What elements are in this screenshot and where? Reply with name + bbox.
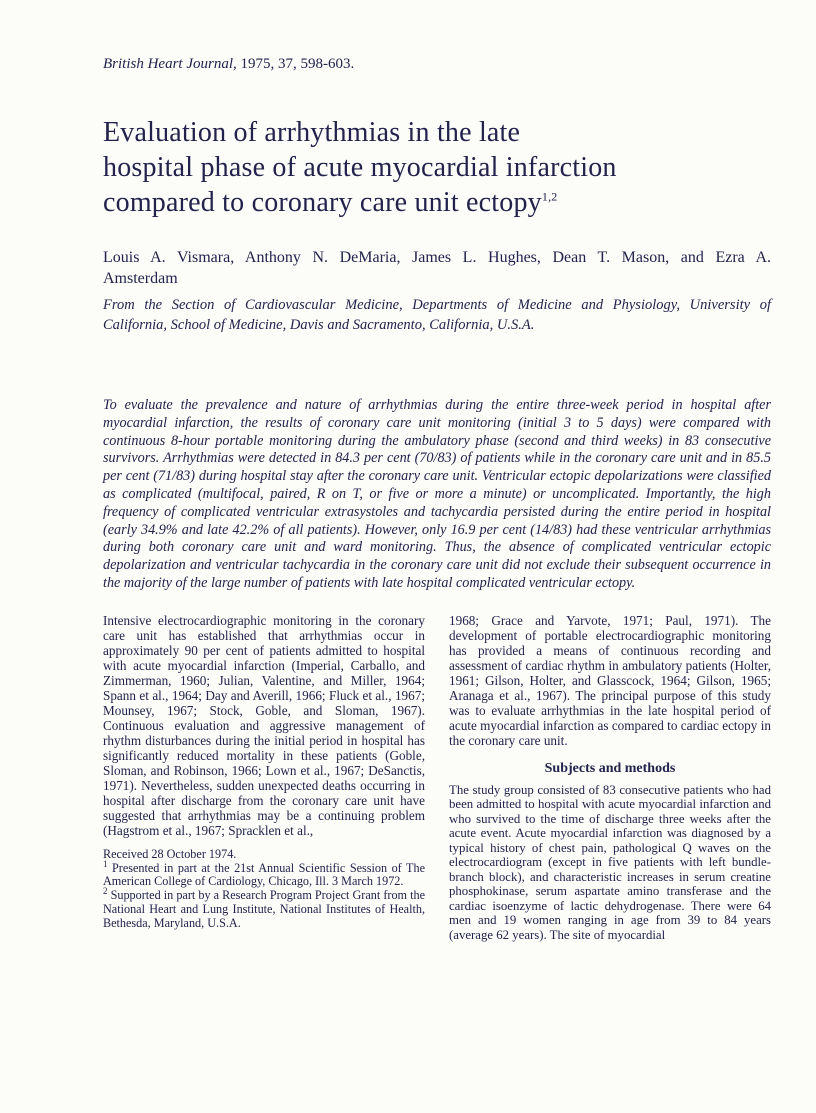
footnote-2 (103, 886, 425, 930)
section-heading-subjects-and-methods: Subjects and methods (544, 760, 676, 776)
left-column (103, 613, 425, 943)
author-list (103, 247, 771, 289)
received-note: Received 28 October 1974. (103, 846, 237, 861)
article-title-line-2: hospital phase of acute myocardial infarction (103, 152, 617, 183)
affiliation (103, 296, 771, 335)
author-list-line-1: Louis A. Vismara, Anthony N. DeMaria, James L. Hughes, Dean T. Mason, and Ezra A. (103, 249, 771, 266)
article-title-line-3 (103, 185, 771, 220)
author-list-line-2: Amsterdam (103, 270, 178, 287)
methods-paragraph: The study group consisted of 83 consecutive patients who had been admitted to hospital with acute myocardial infarction and who survived to the time of discharge three weeks after the acute event. Acute myocardial infarction was diagnosed by a typical history of chest pain, pathological Q waves on the electrocardiogram (except in five patients with left bundle-branch block), and characteristic increases in serum creatine phosphokinase, serum aspartate amino transferase and the cardiac isoenzyme of lactic dehydrogenase. There were 64 men and 19 women ranging in age from 39 to 84 years (average 62 years). The site of myocardial (449, 782, 771, 942)
footnote-1 (103, 858, 425, 890)
journal-name: British Heart Journal, (103, 56, 237, 72)
journal-citation-rest: 1975, 37, 598-603. (236, 56, 355, 72)
footnote-1-text: Presented in part at the 21st Annual Scientific Session of The American College of Cardiology, Chicago, Ill. 3 March 1972. (103, 860, 425, 889)
intro-paragraph: Intensive electrocardiographic monitoring in the coronary care unit has established that arrhythmias occur in approximately 90 per cent of patients admitted to hospital with acute myocardial infarction (Imperial, Carballo, and Zimmerman, 1960; Julian, Valentine, and Miller, 1964; Spann et al., 1964; Day and Averill, 1966; Fluck et al., 1967; Mounsey, 1967; Stock, Goble, and Sloman, 1967). Continuous evaluation and aggressive management of rhythm disturbances during the initial period in hospital has significantly reduced mortality in these patients (Goble, Sloman, and Robinson, 1966; Lown et al., 1967; DeSanctis, 1971). Nevertheless, sudden unexpected deaths occurring in hospital after discharge from the coronary care unit have suggested that arrhythmias may be a continuing problem (Hagstrom et al., 1967; Spracklen et al., (103, 612, 425, 838)
footnotes-block (103, 848, 425, 931)
affiliation-line-2: California, School of Medicine, Davis and Sacramento, California, U.S.A. (103, 316, 535, 333)
right-column (449, 613, 771, 943)
article-title-line-1: Evaluation of arrhythmias in the late (103, 117, 521, 148)
abstract: To evaluate the prevalence and nature of arrhythmias during the entire three-week period in hospital after myocardial infarction, the results of coronary care unit monitoring (initial 3 to 5 days) were compared with continuous 8-hour portable monitoring during the ambulatory phase (second and third weeks) in 83 consecutive survivors. Arrhythmias were detected in 84.3 per cent (70/83) of patients while in the coronary care unit and in 85.5 per cent (71/83) during hospital stay after the coronary care unit. Ventricular ectopic depolarizations were classified as complicated (multifocal, paired, R on T, or five or more a minute) or uncomplicated. Importantly, the high frequency of complicated ventricular extrasystoles and tachycardia persisted during the entire period in hospital (early 34.9% and late 42.2% of all patients). However, only 16.9 per cent (14/83) had these ventricular arrhythmias during both coronary care unit and ward monitoring. Thus, the absence of complicated ventricular ectopic depolarization and ventricular tachycardia in the coronary care unit did not exclude their subsequent occurrence in the majority of the large number of patients with late hospital complicated ventricular ectopy. (103, 397, 771, 591)
footnote-2-text: Supported in part by a Research Program Project Grant from the National Heart and Lung Institute, National Institutes of Health, Bethesda, Maryland, U.S.A. (103, 888, 425, 930)
footnote-2-marker: 2 (103, 886, 108, 897)
article-title-line-3-text: compared to coronary care unit ectopy (103, 187, 542, 218)
intro-continuation-paragraph: 1968; Grace and Yarvote, 1971; Paul, 1971). The development of portable electrocardiographic monitoring has provided a means of continuous recording and assessment of cardiac rhythm in ambulatory patients (Holter, 1961; Gilson, Holter, and Glasscock, 1964; Gilson, 1965; Aranaga et al., 1967). The principal purpose of this study was to evaluate arrhythmias in the late hospital period of acute myocardial infarction as compared to cardiac ectopy in the coronary care unit. (449, 612, 771, 748)
title-footnote-marker: 1,2 (541, 189, 558, 204)
journal-citation (103, 56, 771, 73)
affiliation-line-1: From the Section of Cardiovascular Medicine, Departments of Medicine and Physiology, University of (103, 297, 771, 313)
two-column-body (103, 613, 771, 943)
footnote-1-marker: 1 (103, 858, 108, 869)
page-content (103, 0, 771, 942)
article-title (103, 115, 771, 220)
